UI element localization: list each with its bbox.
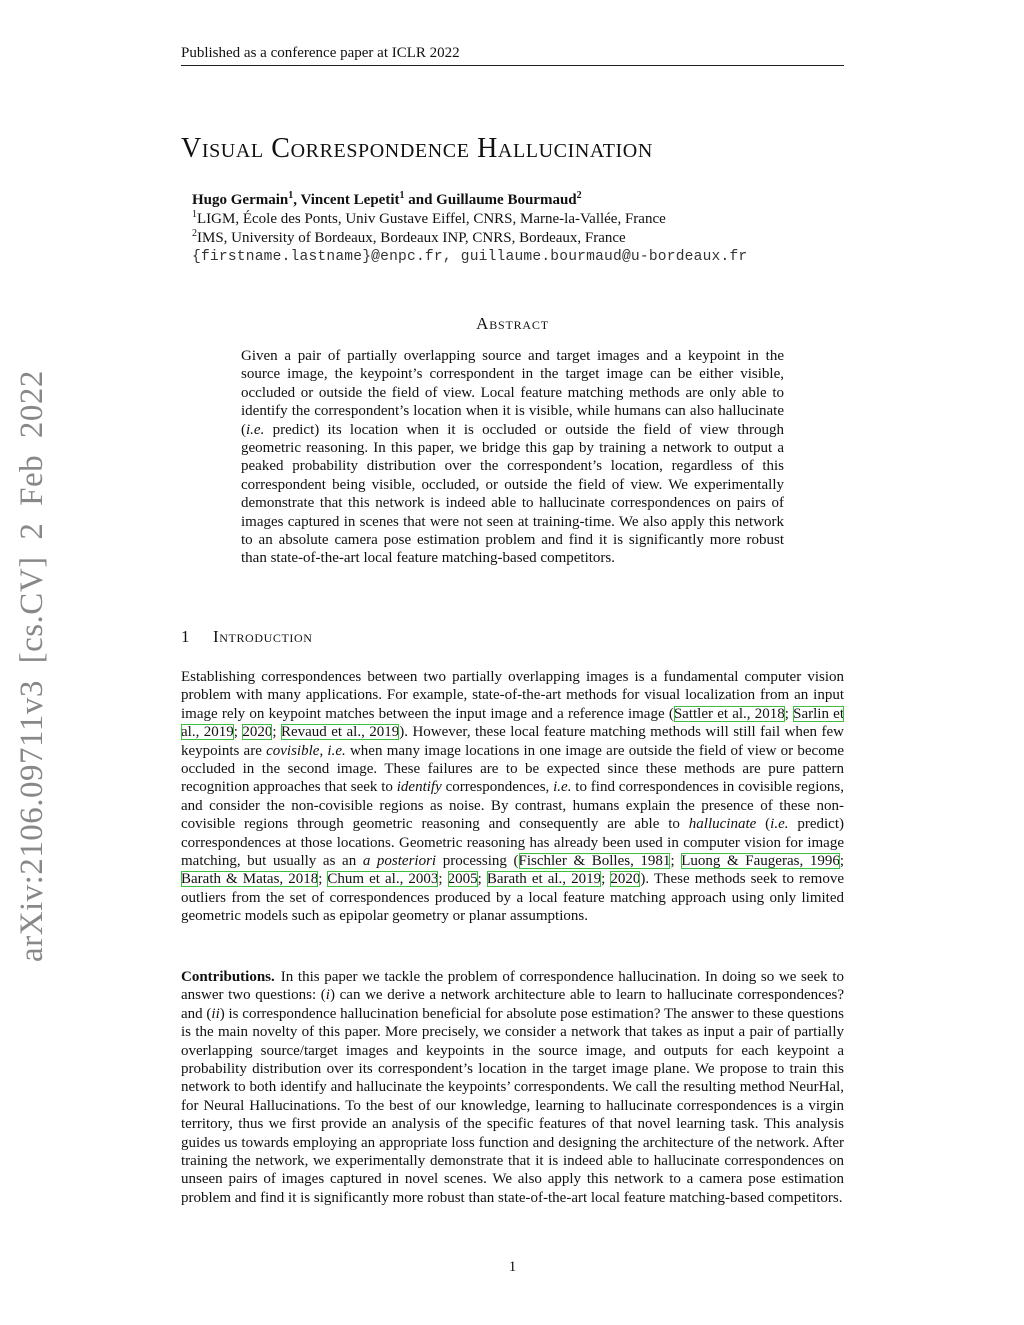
header-rule	[181, 65, 844, 66]
section-heading-introduction	[181, 627, 844, 647]
section-title: Introduction	[213, 627, 313, 646]
arxiv-identifier: arXiv:2106.09711v3 [cs.CV] 2 Feb 2022	[14, 370, 50, 962]
author-emails: {firstname.lastname}@enpc.fr, guillaume.bourmaud@u-bordeaux.fr	[192, 249, 748, 265]
author-block	[192, 191, 842, 267]
affiliation-1: $^1$LIGM, École des Ponts, Univ Gustave Eiffel, CNRS, Marne-la-Vallée, France	[192, 209, 666, 227]
abstract-heading: Abstract	[476, 314, 549, 333]
author-names: Hugo Germain$^1$, Vincent Lepetit$^1$ and Guillaume Bourmaud$^2$	[192, 190, 582, 208]
paper-title: Visual Correspondence Hallucination	[181, 133, 653, 164]
contributions-paragraph	[181, 968, 844, 1207]
affiliation-2: $^2$IMS, University of Bordeaux, Bordeaux INP, CNRS, Bordeaux, France	[192, 228, 626, 246]
section-number: 1	[181, 627, 191, 646]
contributions-lead: Contributions.	[181, 969, 275, 985]
contributions-body: In this paper we tackle the problem of correspondence hallucination. In doing so we seek to answer two questions: (i) can we derive a network architecture able to learn to hallucinate correspondences? and (ii) is correspondence hallucination beneficial for absolute pose estimation? The answer to these questions is the main novelty of this paper. More precisely, we consider a network that takes as input a pair of partially overlapping source/target images and keypoints in the source image, and outputs for each keypoint a probability distribution over its correspondent’s location in the target image plane. We propose to train this network to both identify and hallucinate the keypoints’ correspondents. We call the resulting method NeurHal, for Neural Hallucinations. To the best of our knowledge, learning to hallucinate correspondences is a virgin territory, thus we first provide an analysis of the specific features of that novel learning task. This analysis guides us towards employing an appropriate loss function and designing the architecture of the network. After training the network, we experimentally demonstrate that it is indeed able to hallucinate correspondences on unseen pairs of images captured in novel scenes. We also apply this network to a camera pose estimation problem and find it is significantly more robust than state-of-the-art local feature matching-based competitors.	[181, 969, 844, 1206]
running-header: Published as a conference paper at ICLR 2022	[181, 45, 460, 61]
page-number: 1	[508, 1259, 517, 1275]
introduction-paragraph: Establishing correspondences between two partially overlapping images is a fundamental computer vision problem with many applications. For example, state-of-the-art methods for visual localization from an input image rely on keypoint matches between the input image and a reference image (Sattler et al., 2018; Sarlin et al., 2019; 2020; Revaud et al., 2019). However, these local feature matching methods will still fail when few keypoints are covisible, i.e. when many image locations in one image are outside the field of view or become occluded in the second image. These failures are to be expected since these methods are pure pattern recognition approaches that seek to identify correspondences, i.e. to find correspondences in covisible regions, and consider the non-covisible regions as noise. By contrast, humans explain the presence of these non-covisible regions through geometric reasoning and consequently are able to hallucinate (i.e. predict) correspondences at those locations. Geometric reasoning has already been used in computer vision for image matching, but usually as an a posteriori processing (Fischler & Bolles, 1981; Luong & Faugeras, 1996; Barath & Matas, 2018; Chum et al., 2003; 2005; Barath et al., 2019; 2020). These methods seek to remove outliers from the set of correspondences produced by a local feature matching approach using only limited geometric models such as epipolar geometry or planar assumptions.	[181, 669, 845, 925]
abstract-body: Given a pair of partially overlapping source and target images and a keypoint in the source image, the keypoint’s correspondent in the target image can be either visible, occluded or outside the field of view. Local feature matching methods are only able to identify the correspondent’s location when it is visible, while humans can also hallucinate (i.e. predict) its location when it is occluded or outside the field of view through geometric reasoning. In this paper, we bridge this gap by training a network to output a peaked probability distribution over the correspondent’s location, regardless of this correspondent being visible, occluded, or outside the field of view. We experimentally demonstrate that this network is indeed able to hallucinate correspondences on pairs of images captured in scenes that were not seen at training-time. We also apply this network to an absolute camera pose estimation problem and find it is significantly more robust than state-of-the-art local feature matching-based competitors.	[241, 348, 784, 567]
